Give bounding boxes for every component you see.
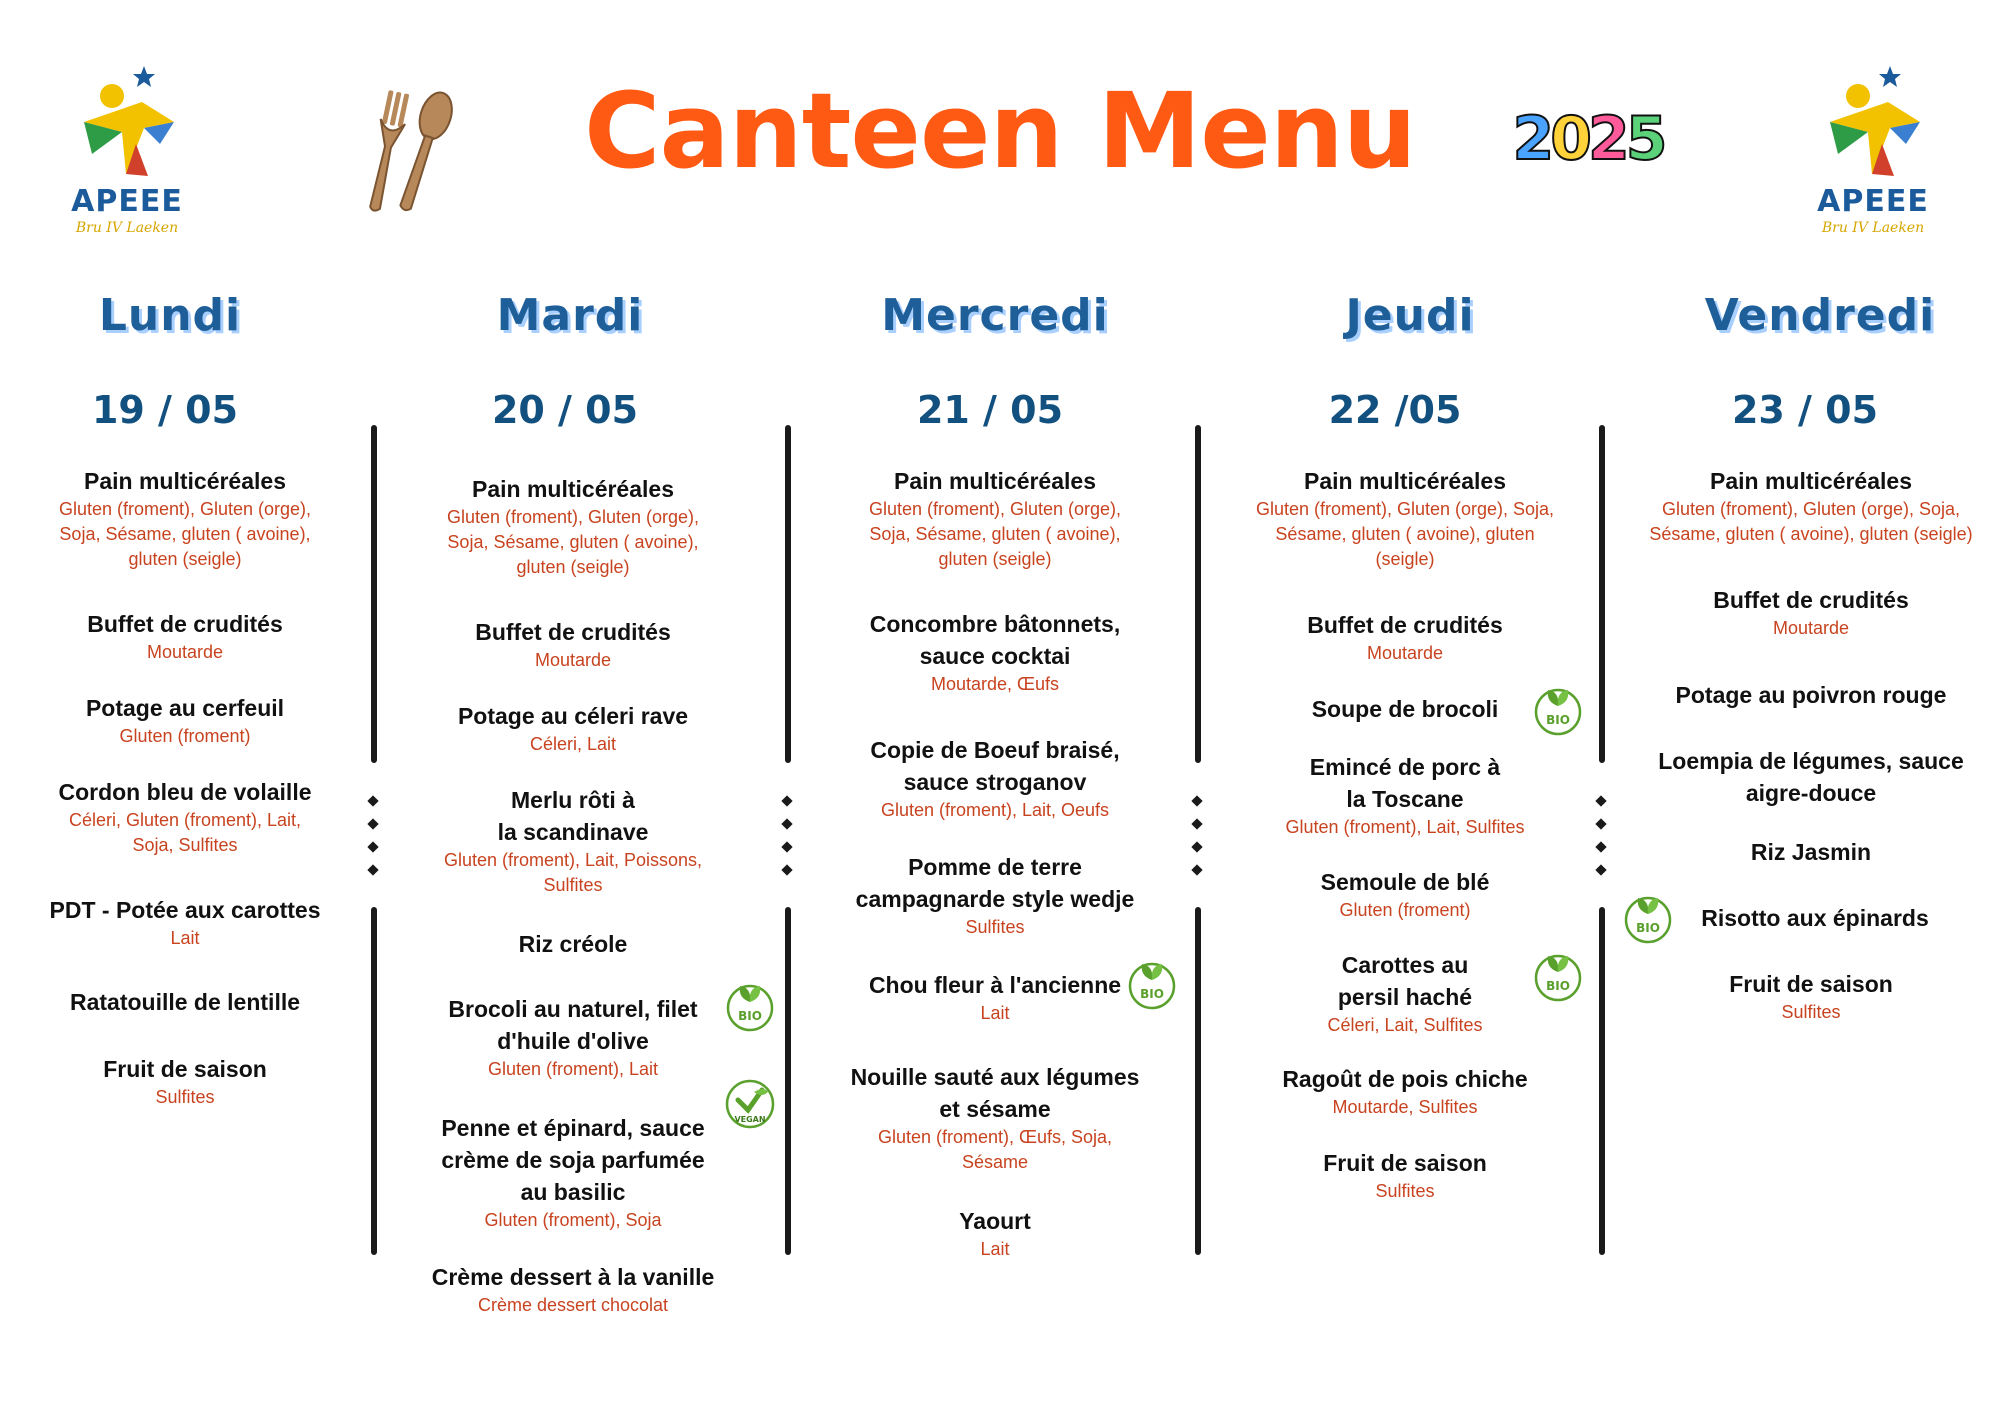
dish-name: Crème dessert à la vanille <box>431 1264 715 1290</box>
allergen-list: Gluten (froment), Lait, Sulfites <box>1285 817 1525 837</box>
column-divider <box>1192 425 1204 1255</box>
menu-item <box>1230 465 1580 572</box>
star-figure-icon <box>1808 62 1938 192</box>
dish-name: Loempia de légumes, sauce aigre-douce <box>1658 748 1964 806</box>
menu-item <box>1626 584 1996 641</box>
menu-item <box>820 851 1170 940</box>
menu-item <box>1230 1147 1580 1204</box>
allergen-list: Gluten (froment) <box>119 726 251 746</box>
day-name-vendredi: Vendredi <box>1704 290 1936 341</box>
dish-name: Buffet de crudités <box>1307 612 1503 638</box>
dish-name: Fruit de saison <box>1323 1150 1487 1176</box>
day-date-lundi: 19 / 05 <box>91 388 239 432</box>
bio-badge-icon <box>1532 950 1584 1002</box>
allergen-list: Moutarde, Œufs <box>930 674 1060 694</box>
allergen-list: Gluten (froment), Gluten (orge), Soja, Sésame, gluten ( avoine), gluten (seigle) <box>58 499 312 569</box>
menu-item <box>1230 949 1580 1038</box>
allergen-list: Lait <box>980 1003 1010 1023</box>
allergen-list: Moutarde <box>1772 618 1850 638</box>
menu-item <box>20 986 350 1018</box>
dish-name: Fruit de saison <box>103 1056 267 1082</box>
dish-name: Buffet de crudités <box>87 611 283 637</box>
menu-item <box>1230 1063 1580 1120</box>
menu-item <box>408 784 738 898</box>
day-date-jeudi: 22 /05 <box>1328 388 1462 432</box>
dish-name: Pain multicéréales <box>472 476 674 502</box>
dish-name: Fruit de saison <box>1729 971 1893 997</box>
day-name-jeudi: Jeudi <box>1345 290 1475 341</box>
column-divider <box>1596 425 1608 1255</box>
menu-item <box>1230 866 1580 923</box>
menu-item <box>820 1205 1170 1262</box>
dish-name: Copie de Boeuf braisé, sauce stroganov <box>870 737 1120 795</box>
allergen-list: Moutarde <box>1366 643 1444 663</box>
menu-item <box>20 776 350 858</box>
column-divider <box>368 425 380 1255</box>
dish-name: Buffet de crudités <box>475 619 671 645</box>
dish-name: Nouille sauté aux légumes et sésame <box>850 1064 1140 1122</box>
menu-item <box>820 608 1170 697</box>
dish-name: Ratatouille de lentille <box>69 989 301 1015</box>
badge-label: VEGAN <box>734 1115 766 1124</box>
apeee-logo-right <box>1808 62 1938 236</box>
allergen-list: Gluten (froment), Gluten (orge), Soja, Sésame, gluten ( avoine), gluten (seigle) <box>446 507 700 577</box>
bio-badge-icon <box>724 980 776 1032</box>
menu-item <box>1230 751 1580 840</box>
dish-name: Cordon bleu de volaille <box>58 779 312 805</box>
allergen-list: Gluten (froment), Lait, Oeufs <box>880 800 1110 820</box>
menu-item <box>20 692 350 749</box>
dish-name: PDT - Potée aux carottes <box>49 897 321 923</box>
apeee-logo-left <box>62 62 192 236</box>
menu-item <box>820 969 1170 1026</box>
menu-item <box>408 1261 738 1318</box>
dish-name: Carottes au persil haché <box>1337 952 1473 1010</box>
allergen-list: Moutarde <box>146 642 224 662</box>
menu-item <box>408 616 738 673</box>
logo-name: APEEE <box>1817 184 1929 219</box>
bio-badge-icon <box>1126 958 1178 1010</box>
allergen-list: Moutarde, Sulfites <box>1332 1097 1478 1117</box>
allergen-list: Céleri, Lait, Sulfites <box>1327 1015 1483 1035</box>
allergen-list: Gluten (froment), Gluten (orge), Soja, Sésame, gluten ( avoine), gluten (seigle) <box>1255 499 1555 569</box>
menu-item <box>408 928 738 960</box>
badge-label: BIO <box>1140 987 1164 1001</box>
menu-item <box>20 1053 350 1110</box>
allergen-list: Lait <box>980 1239 1010 1259</box>
allergen-list: Céleri, Gluten (froment), Lait, Soja, Sulfites <box>68 810 302 855</box>
allergen-list: Sulfites <box>1375 1181 1435 1201</box>
menu-item <box>1626 465 1996 547</box>
allergen-list: Sulfites <box>1781 1002 1841 1022</box>
menu-item <box>820 465 1170 572</box>
day-name-mercredi: Mercredi <box>881 290 1109 341</box>
allergen-list: Gluten (froment), Gluten (orge), Soja, Sésame, gluten ( avoine), gluten (seigle) <box>868 499 1122 569</box>
column-divider <box>782 425 794 1255</box>
star-figure-icon <box>62 62 192 192</box>
day-date-vendredi: 23 / 05 <box>1731 388 1879 432</box>
day-date-mardi: 20 / 05 <box>491 388 639 432</box>
allergen-list: Sulfites <box>965 917 1025 937</box>
menu-item <box>820 1061 1170 1175</box>
dish-name: Pain multicéréales <box>1304 468 1506 494</box>
dish-name: Potage au céleri rave <box>457 703 689 729</box>
dish-name: Concombre bâtonnets, sauce cocktai <box>869 611 1121 669</box>
bio-badge-icon <box>1532 684 1584 736</box>
menu-item <box>1626 836 1996 868</box>
allergen-list: Gluten (froment) <box>1339 900 1471 920</box>
dish-name: Potage au poivron rouge <box>1675 682 1947 708</box>
dish-name: Ragoût de pois chiche <box>1282 1066 1528 1092</box>
dish-name: Pain multicéréales <box>84 468 286 494</box>
menu-item <box>408 473 738 580</box>
allergen-list: Gluten (froment), Lait <box>487 1059 659 1079</box>
menu-item <box>20 894 350 951</box>
allergen-list: Sulfites <box>155 1087 215 1107</box>
dish-name: Buffet de crudités <box>1713 587 1909 613</box>
menu-item <box>20 608 350 665</box>
menu-item <box>1230 609 1580 666</box>
logo-subtitle: Bru IV Laeken <box>75 220 179 236</box>
allergen-list: Gluten (froment), Soja <box>484 1210 662 1230</box>
dish-name: Riz créole <box>518 931 628 957</box>
year-badge: 2025 <box>1512 104 1664 174</box>
dish-name: Emincé de porc à la Toscane <box>1309 754 1501 812</box>
bio-badge-icon <box>1622 892 1674 944</box>
dish-name: Semoule de blé <box>1320 869 1490 895</box>
day-date-mercredi: 21 / 05 <box>916 388 1064 432</box>
dish-name: Merlu rôti à la scandinave <box>497 787 649 845</box>
badge-label: BIO <box>738 1009 762 1023</box>
allergen-list: Moutarde <box>534 650 612 670</box>
menu-item <box>20 465 350 572</box>
badge-label: BIO <box>1546 713 1570 727</box>
dish-name: Risotto aux épinards <box>1701 905 1929 931</box>
menu-item <box>1230 693 1580 725</box>
allergen-list: Céleri, Lait <box>529 734 617 754</box>
allergen-list: Crème dessert chocolat <box>477 1295 669 1315</box>
day-name-mardi: Mardi <box>496 290 644 341</box>
wooden-utensils-icon <box>362 88 454 216</box>
page-title: Canteen Menu <box>584 70 1416 192</box>
dish-name: Yaourt <box>959 1208 1031 1234</box>
day-name-lundi: Lundi <box>98 290 242 341</box>
dish-name: Pain multicéréales <box>1710 468 1912 494</box>
menu-item <box>1640 902 1990 934</box>
menu-item <box>1626 679 1996 711</box>
allergen-list: Gluten (froment), Lait, Poissons, Sulfites <box>443 850 703 895</box>
dish-name: Penne et épinard, sauce crème de soja parfumée au basilic <box>441 1115 705 1205</box>
dish-name: Pomme de terre campagnarde style wedje <box>855 854 1135 912</box>
badge-label: BIO <box>1546 979 1570 993</box>
logo-name: APEEE <box>71 184 183 219</box>
dish-name: Soupe de brocoli <box>1311 696 1499 722</box>
dish-name: Riz Jasmin <box>1750 839 1872 865</box>
allergen-list: Gluten (froment), Œufs, Soja, Sésame <box>877 1127 1113 1172</box>
menu-item <box>408 1112 738 1233</box>
dish-name: Potage au cerfeuil <box>85 695 285 721</box>
vegan-badge-icon <box>724 1078 776 1130</box>
badge-label: BIO <box>1636 921 1660 935</box>
menu-item <box>820 734 1170 823</box>
dish-name: Brocoli au naturel, filet d'huile d'olive <box>448 996 698 1054</box>
menu-item <box>408 700 738 757</box>
dish-name: Pain multicéréales <box>894 468 1096 494</box>
menu-item <box>1626 968 1996 1025</box>
menu-item <box>408 993 738 1082</box>
menu-item <box>1626 745 1996 809</box>
dish-name: Chou fleur à l'ancienne <box>868 972 1122 998</box>
allergen-list: Gluten (froment), Gluten (orge), Soja, Sésame, gluten ( avoine), gluten (seigle) <box>1649 499 1973 544</box>
logo-subtitle: Bru IV Laeken <box>1821 220 1925 236</box>
allergen-list: Lait <box>170 928 200 948</box>
